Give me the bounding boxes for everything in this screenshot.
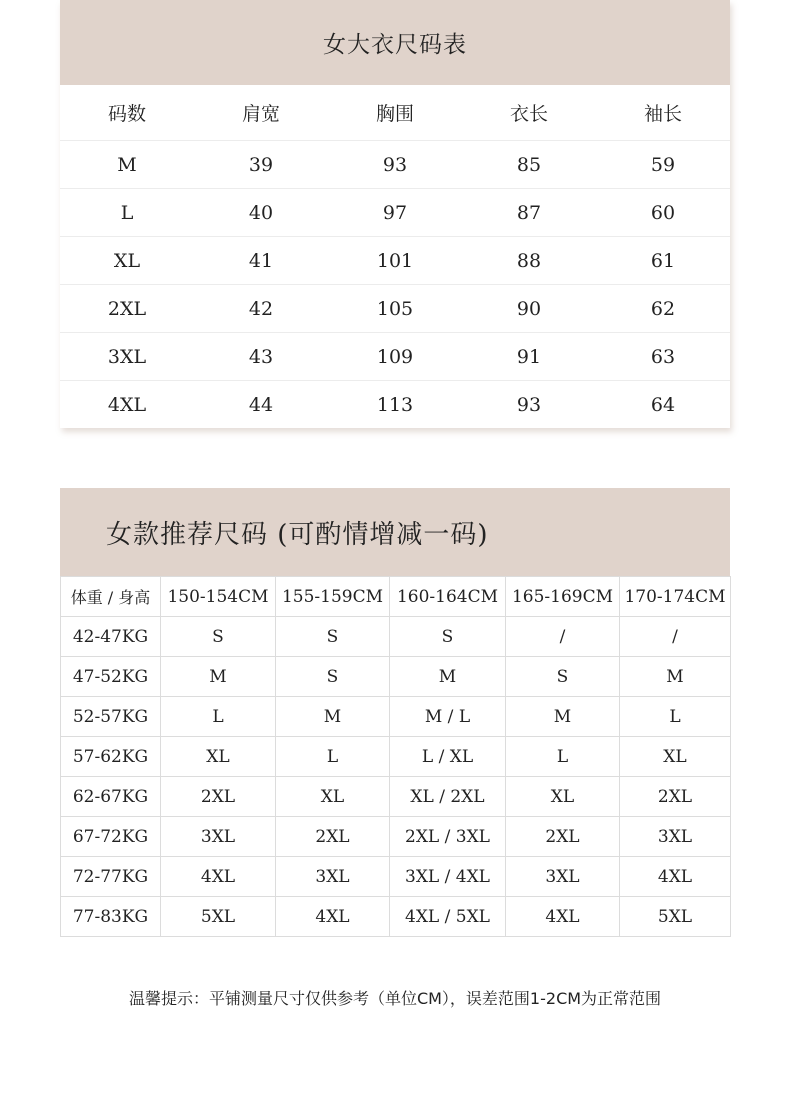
cell: M / L — [390, 697, 506, 737]
cell: 109 — [328, 333, 462, 381]
table-row — [61, 617, 731, 657]
cell: 90 — [462, 285, 596, 333]
cell: XL / 2XL — [390, 777, 506, 817]
cell: 97 — [328, 189, 462, 237]
weight-cell: 62-67KG — [61, 777, 161, 817]
header-sleeve: 袖长 — [596, 85, 730, 141]
header-size: 码数 — [60, 85, 194, 141]
cell: L — [60, 189, 194, 237]
table-row — [61, 817, 731, 857]
cell: 3XL — [620, 817, 731, 857]
cell: XL — [161, 737, 276, 777]
cell: 93 — [516, 393, 542, 416]
cell: L — [276, 737, 390, 777]
table-row — [61, 897, 731, 937]
cell: 5XL — [161, 897, 276, 937]
cell: M — [390, 657, 506, 697]
cell: 2XL — [276, 817, 390, 857]
cell: 4XL — [276, 897, 390, 937]
header-bust: 胸围 — [328, 85, 462, 141]
header-height-range: 150-154CM — [161, 577, 276, 617]
cell: M — [276, 697, 390, 737]
cell: 2XL — [60, 285, 194, 333]
weight-cell: 52-57KG — [61, 697, 161, 737]
cell: S — [390, 617, 506, 657]
cell: L / XL — [390, 737, 506, 777]
cell: XL — [620, 737, 731, 777]
table-row — [60, 285, 730, 333]
cell: S — [161, 617, 276, 657]
table-row — [61, 657, 731, 697]
cell: 91 — [462, 333, 596, 381]
cell: M — [60, 141, 194, 189]
cell: 2XL — [620, 777, 731, 817]
size-chart-header-row — [60, 85, 730, 141]
cell: 101 — [328, 237, 462, 285]
table-row — [61, 777, 731, 817]
size-chart-card — [60, 0, 730, 428]
cell: 39 — [194, 141, 328, 189]
table-row — [60, 381, 730, 429]
cell: 43 — [194, 333, 328, 381]
header-weight-height: 体重 / 身高 — [61, 577, 161, 617]
cell: M — [620, 657, 731, 697]
cell: 59 — [596, 141, 730, 189]
cell: 87 — [462, 189, 596, 237]
cell: 85 — [462, 141, 596, 189]
cell: 3XL — [276, 857, 390, 897]
table-row — [61, 697, 731, 737]
cell: 61 — [596, 237, 730, 285]
cell: 63 — [596, 333, 730, 381]
cell: 64 — [650, 393, 676, 416]
cell: 3XL — [60, 333, 194, 381]
cell: 4XL — [506, 897, 620, 937]
cell: S — [276, 657, 390, 697]
cell: 2XL — [506, 817, 620, 857]
cell: 4XL / 5XL — [390, 897, 506, 937]
cell: XL — [276, 777, 390, 817]
cell: 4XL — [620, 857, 731, 897]
cell: L — [161, 697, 276, 737]
measurement-note: 温馨提示：平铺测量尺寸仅供参考（单位CM），误差范围1-2CM为正常范围 — [128, 989, 662, 1008]
cell: 3XL — [506, 857, 620, 897]
cell: S — [276, 617, 390, 657]
cell: 93 — [328, 141, 462, 189]
recommend-title: 女款推荐尺码 (可酌情增减一码) — [60, 488, 730, 576]
header-height-range: 170-174CM — [620, 577, 731, 617]
cell: / — [620, 617, 731, 657]
cell: / — [506, 617, 620, 657]
weight-cell: 77-83KG — [61, 897, 161, 937]
cell: L — [620, 697, 731, 737]
cell: 3XL / 4XL — [390, 857, 506, 897]
cell: 40 — [194, 189, 328, 237]
table-row — [60, 189, 730, 237]
cell: 2XL — [161, 777, 276, 817]
cell: 88 — [462, 237, 596, 285]
cell: 42 — [194, 285, 328, 333]
weight-cell: 57-62KG — [61, 737, 161, 777]
recommend-header-row — [61, 577, 731, 617]
table-row — [61, 737, 731, 777]
recommend-card — [60, 488, 730, 937]
table-row — [61, 857, 731, 897]
header-shoulder: 肩宽 — [194, 85, 328, 141]
table-row — [60, 237, 730, 285]
table-row — [60, 333, 730, 381]
cell: 4XL — [107, 393, 147, 416]
cell: 113 — [376, 393, 414, 416]
header-height-range: 165-169CM — [506, 577, 620, 617]
cell: 62 — [596, 285, 730, 333]
weight-cell: 67-72KG — [61, 817, 161, 857]
recommend-table — [60, 576, 731, 937]
cell: 44 — [248, 393, 274, 416]
cell: M — [506, 697, 620, 737]
cell: 105 — [328, 285, 462, 333]
size-chart-table — [60, 85, 730, 428]
cell: XL — [506, 777, 620, 817]
size-chart-title: 女大衣尺码表 — [60, 0, 730, 85]
weight-cell: 72-77KG — [61, 857, 161, 897]
cell: 5XL — [620, 897, 731, 937]
cell: S — [506, 657, 620, 697]
header-height-range: 155-159CM — [276, 577, 390, 617]
header-height-range: 160-164CM — [390, 577, 506, 617]
cell: L — [506, 737, 620, 777]
cell: M — [161, 657, 276, 697]
weight-cell: 42-47KG — [61, 617, 161, 657]
cell: XL — [60, 237, 194, 285]
cell: 4XL — [161, 857, 276, 897]
table-row — [60, 141, 730, 189]
cell: 2XL / 3XL — [390, 817, 506, 857]
weight-cell: 47-52KG — [61, 657, 161, 697]
cell: 3XL — [161, 817, 276, 857]
header-length: 衣长 — [462, 85, 596, 141]
cell: 60 — [596, 189, 730, 237]
cell: 41 — [194, 237, 328, 285]
